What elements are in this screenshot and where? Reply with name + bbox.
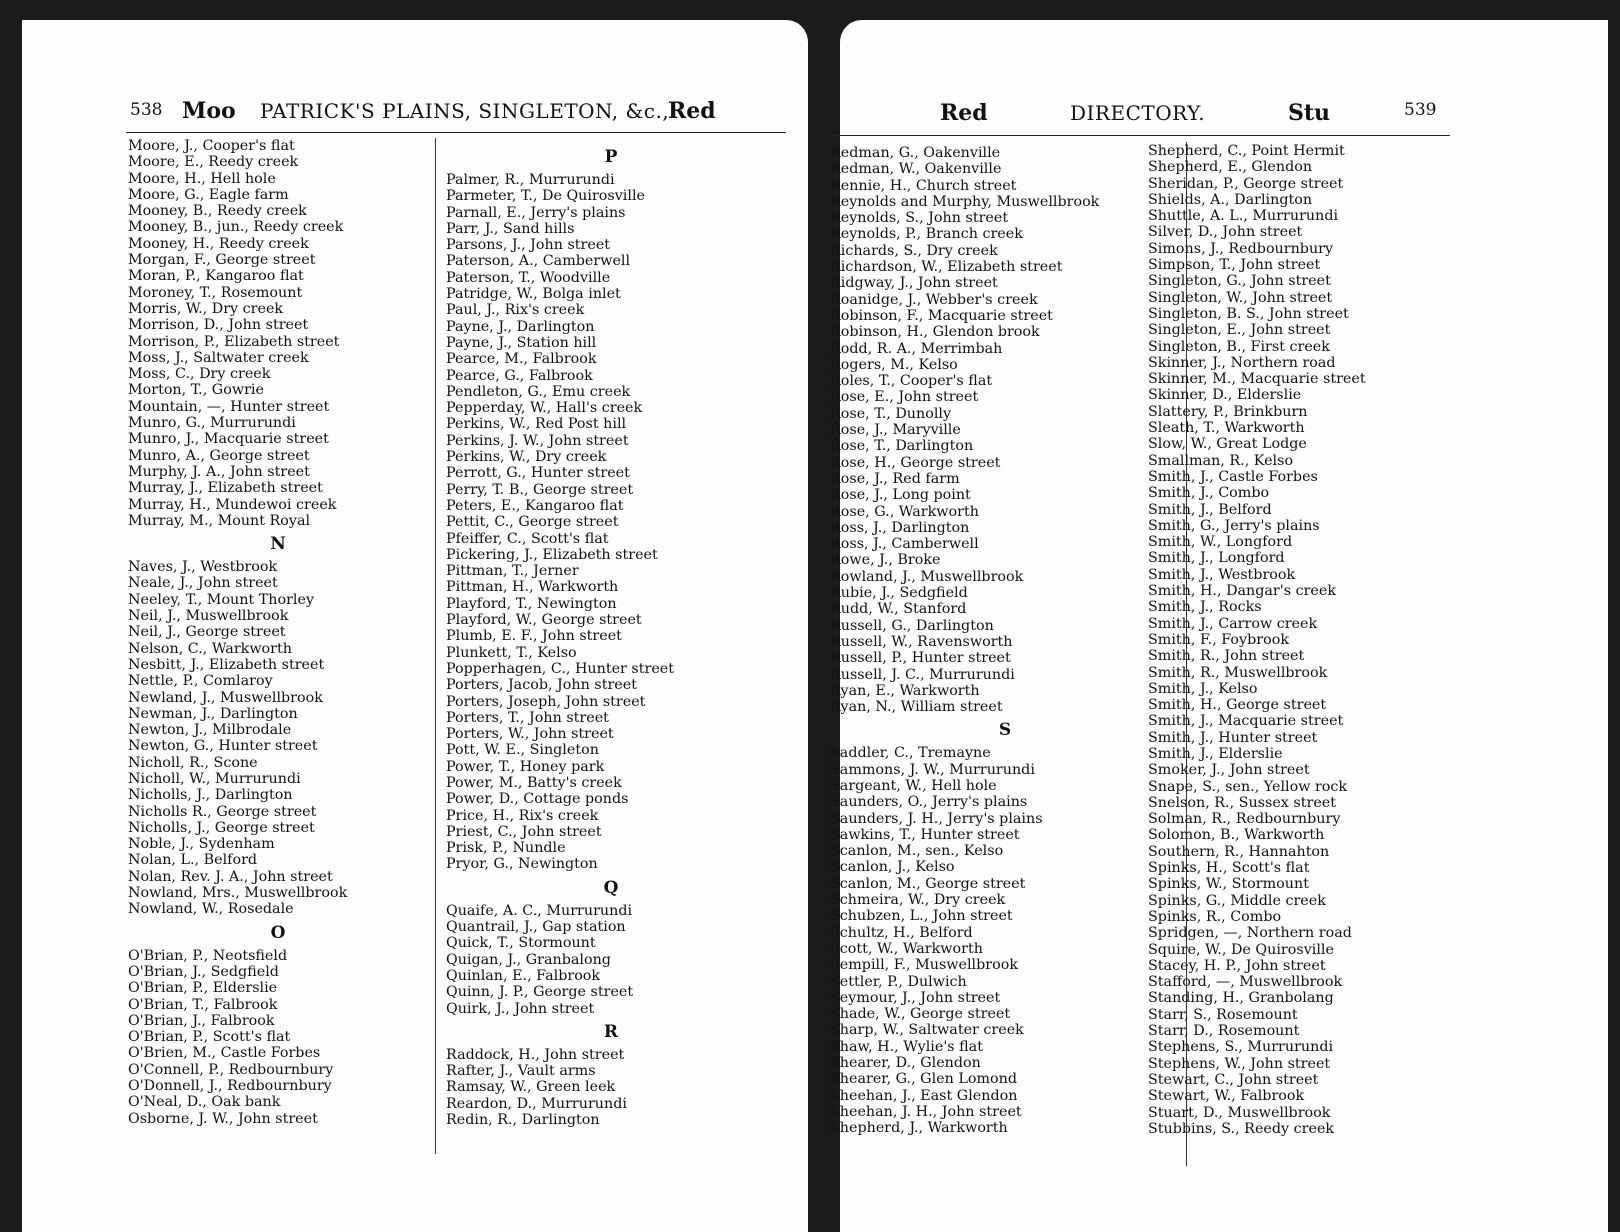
directory-entry: Munro, G., Murrurundi [128, 415, 296, 432]
directory-entry: Snape, S., sen., Yellow rock [1148, 778, 1348, 795]
directory-entry: Mooney, H., Reedy creek [128, 235, 309, 252]
directory-entry: Smith, R., Muswellbrook [1148, 664, 1328, 681]
header-rule [126, 132, 786, 133]
left-column-2 [446, 142, 776, 1128]
directory-entry: Rose, E., John street [830, 389, 979, 406]
directory-entry: Skinner, D., Elderslie [1148, 387, 1302, 404]
directory-entry: Pittman, T., Jerner [446, 563, 579, 580]
section-letter-s: S [998, 720, 1012, 741]
directory-entry: Smallman, R., Kelso [1148, 452, 1294, 469]
header-rule [828, 135, 1450, 136]
directory-entry: Robinson, H., Glendon brook [830, 324, 1040, 341]
directory-entry: Singleton, B. S., John street [1148, 305, 1349, 322]
directory-entry: Osborne, J. W., John street [128, 1110, 318, 1127]
directory-entry: Sammons, J. W., Murrurundi [830, 761, 1035, 778]
page-number: 538 [130, 100, 163, 120]
directory-entry: Redman, W., Oakenville [830, 161, 1002, 178]
directory-entry: Paul, J., Rix's creek [446, 302, 585, 319]
directory-entry: Newman, J., Darlington [128, 705, 298, 722]
directory-entry: Quick, T., Stormount [446, 935, 596, 952]
directory-entry: Pepperday, W., Hall's creek [446, 400, 643, 417]
directory-entry: Rafter, J., Vault arms [446, 1063, 596, 1080]
directory-entry: Smith, J., Castle Forbes [1148, 468, 1318, 485]
directory-entry: Robinson, F., Macquarie street [830, 307, 1053, 324]
directory-entry: Neil, J., George street [128, 624, 286, 641]
directory-entry: Singleton, B., First creek [1148, 338, 1330, 355]
directory-entry: Shearer, G., Glen Lomond [830, 1071, 1018, 1088]
directory-entry: Smith, J., Kelso [1148, 680, 1258, 697]
directory-entry: Smith, J., Elderslie [1148, 745, 1283, 762]
directory-entry: Scanlon, M., George street [830, 875, 1026, 892]
directory-entry: Smith, H., Dangar's creek [1148, 583, 1337, 600]
directory-entry: Smith, J., Longford [1148, 550, 1285, 567]
directory-entry: Pittman, H., Warkworth [446, 579, 619, 596]
directory-entry: Newton, J., Milbrodale [128, 722, 292, 739]
directory-entry: Rogers, M., Kelso [830, 356, 958, 373]
directory-entry: Power, T., Honey park [446, 758, 605, 775]
directory-entry: Shearer, D., Glendon [830, 1055, 981, 1072]
directory-entry: Parmeter, T., De Quirosville [446, 188, 645, 205]
directory-entry: Spinks, R., Combo [1148, 908, 1282, 925]
directory-entry: Moore, J., Cooper's flat [128, 138, 295, 154]
directory-entry: Ridgway, J., John street [830, 275, 998, 292]
directory-entry: Munro, A., George street [128, 447, 310, 464]
directory-entry: Rodd, R. A., Merrimbah [830, 340, 1003, 357]
section-letter-q: Q [603, 877, 619, 898]
guide-word-end: Red [668, 98, 716, 124]
directory-entry: Richardson, W., Elizabeth street [830, 259, 1063, 276]
directory-entry: Payne, J., Darlington [446, 318, 595, 335]
directory-entry: Spridgen, —, Northern road [1148, 925, 1352, 942]
directory-entry: Moore, E., Reedy creek [128, 154, 299, 171]
directory-entry: Nolan, L., Belford [128, 852, 258, 869]
directory-entry: Reynolds and Murphy, Muswellbrook [830, 193, 1100, 210]
directory-entry: Ross, J., Camberwell [830, 536, 979, 553]
guide-word-start: Red [940, 100, 988, 126]
directory-entry: Rudd, W., Stanford [830, 601, 967, 618]
directory-entry: Power, M., Batty's creek [446, 774, 622, 791]
guide-word-start: Moo [182, 98, 236, 124]
directory-entry: Russell, J. C., Murrurundi [830, 666, 1015, 683]
directory-entry: Ross, J., Darlington [830, 519, 970, 536]
directory-entry: Moss, J., Saltwater creek [128, 349, 309, 366]
directory-entry: Scott, W., Warkworth [830, 940, 983, 957]
directory-entry: Rose, H., George street [830, 454, 1001, 471]
guide-word-end: Stu [1288, 100, 1331, 126]
directory-entry: Smoker, J., John street [1148, 762, 1310, 779]
directory-entry: Stubbins, S., Reedy creek [1148, 1120, 1335, 1137]
directory-entry: Moroney, T., Rosemount [128, 284, 303, 301]
directory-entry: Spinks, H., Scott's flat [1148, 860, 1310, 877]
directory-entry: Perkins, W., Red Post hill [446, 416, 627, 433]
directory-entry: Perkins, J. W., John street [446, 432, 629, 449]
directory-entry: Pearce, G., Falbrook [446, 367, 593, 384]
directory-entry: Schubzen, L., John street [830, 908, 1013, 925]
directory-entry: Nicholls, J., Darlington [128, 787, 293, 804]
directory-entry: Schultz, H., Belford [830, 924, 973, 941]
directory-entry: Standing, H., Granbolang [1148, 990, 1334, 1007]
directory-entry: Paterson, T., Woodville [446, 269, 611, 286]
directory-entry: Moore, H., Hell hole [128, 170, 276, 187]
directory-entry: Southern, R., Hannahton [1148, 843, 1330, 860]
directory-entry: Rowe, J., Broke [830, 552, 941, 569]
directory-entry: Squire, W., De Quirosville [1148, 941, 1334, 958]
directory-entry: Parnall, E., Jerry's plains [446, 204, 626, 221]
directory-entry: Roles, T., Cooper's flat [830, 373, 993, 390]
directory-entry: Spinks, G., Middle creek [1148, 892, 1326, 909]
directory-entry: Sargeant, W., Hell hole [830, 777, 997, 794]
directory-entry: Stewart, W., Falbrook [1148, 1088, 1305, 1105]
directory-entry: Sheridan, P., George street [1148, 175, 1344, 192]
directory-entry: Sheehan, J. H., John street [830, 1103, 1022, 1120]
directory-entry: Moran, P., Kangaroo flat [128, 268, 304, 285]
directory-entry: Smith, J., Westbrook [1148, 566, 1296, 583]
directory-entry: Porters, T., John street [446, 709, 609, 726]
directory-entry: Scanlon, M., sen., Kelso [830, 843, 1004, 860]
directory-entry: Smith, J., Belford [1148, 501, 1272, 518]
directory-entry: Shepherd, E., Glendon [1148, 159, 1313, 176]
directory-entry: Parsons, J., John street [446, 237, 611, 254]
directory-entry: Slattery, P., Brinkburn [1148, 403, 1308, 420]
directory-entry: Reynolds, P., Branch creek [830, 226, 1023, 243]
directory-entry: Murphy, J. A., John street [128, 463, 310, 480]
directory-entry: Reardon, D., Murrurundi [446, 1095, 627, 1112]
section-letter-o: O [270, 922, 286, 943]
directory-entry: Parr, J., Sand hills [446, 220, 575, 237]
directory-entry: Pryor, G., Newington [446, 856, 598, 873]
directory-entry: Starr, S., Rosemount [1148, 1006, 1298, 1023]
directory-entry: Neil, J., Muswellbrook [128, 608, 289, 625]
directory-entry: Smith, J., Macquarie street [1148, 713, 1344, 730]
directory-entry: Quaife, A. C., Murrurundi [446, 902, 633, 919]
directory-entry: Rennie, H., Church street [830, 177, 1017, 194]
directory-entry: Moss, C., Dry creek [128, 366, 271, 383]
directory-entry: O'Connell, P., Redbournbury [128, 1061, 334, 1078]
directory-entry: Saunders, O., Jerry's plains [830, 794, 1028, 811]
directory-entry: Saunders, J. H., Jerry's plains [830, 810, 1043, 827]
left-page-header [130, 98, 810, 128]
directory-entry: Porters, Joseph, John street [446, 693, 646, 710]
directory-entry: Popperhagen, C., Hunter street [446, 660, 675, 677]
directory-entry: Russell, W., Ravensworth [830, 633, 1013, 650]
directory-entry: Singleton, E., John street [1148, 322, 1331, 339]
directory-entry: Shields, A., Darlington [1148, 191, 1313, 208]
directory-entry: Murray, H., Mundewoi creek [128, 496, 337, 513]
directory-entry: Prisk, P., Nundle [446, 840, 566, 857]
directory-entry: Nicholls R., George street [128, 803, 317, 820]
directory-entry: Naves, J., Westbrook [128, 559, 278, 576]
directory-entry: Shepherd, C., Point Hermit [1148, 143, 1345, 159]
directory-entry: Stephens, W., John street [1148, 1055, 1331, 1072]
directory-entry: Pettit, C., George street [446, 514, 619, 531]
directory-entry: O'Brian, P., Neotsfield [128, 947, 288, 964]
directory-entry: Simpson, T., John street [1148, 257, 1321, 274]
directory-entry: Starr, D., Rosemount [1148, 1023, 1300, 1040]
directory-entry: Peters, E., Kangaroo flat [446, 497, 624, 514]
directory-entry: Munro, J., Macquarie street [128, 431, 329, 448]
directory-entry: Shuttle, A. L., Murrurundi [1148, 208, 1339, 225]
directory-entry: Ryan, E., Warkworth [830, 682, 980, 699]
directory-entry: Perrott, G., Hunter street [446, 465, 630, 482]
directory-entry: Shade, W., George street [830, 1006, 1011, 1023]
directory-entry: Smith, R., John street [1148, 648, 1305, 665]
directory-entry: Stacey, H. P., John street [1148, 957, 1326, 974]
directory-entry: Porters, W., John street [446, 726, 614, 743]
directory-entry: Nicholls, J., George street [128, 819, 315, 836]
directory-entry: Stephens, S., Murrurundi [1148, 1039, 1334, 1056]
directory-entry: Nicholl, W., Murrurundi [128, 770, 301, 787]
directory-entry: Nettle, P., Comlaroy [128, 673, 273, 690]
directory-entry: Quigan, J., Granbalong [446, 951, 611, 968]
directory-entry: Priest, C., John street [446, 823, 602, 840]
directory-entry: Smith, H., George street [1148, 697, 1327, 714]
directory-entry: Nowland, W., Rosedale [128, 901, 294, 918]
directory-entry: Rose, T., Darlington [830, 438, 974, 455]
directory-entry: Solman, R., Redbournbury [1148, 811, 1341, 828]
directory-entry: Rose, J., Maryville [830, 422, 961, 439]
directory-entry: Newton, G., Hunter street [128, 738, 318, 755]
directory-entry: Nicholl, R., Scone [128, 754, 258, 771]
directory-entry: Quinn, J. P., George street [446, 984, 634, 1001]
directory-entry: Pearce, M., Falbrook [446, 351, 597, 368]
directory-entry: Porters, Jacob, John street [446, 677, 637, 694]
directory-entry: Sheehan, J., East Glendon [830, 1087, 1018, 1104]
directory-entry: Smith, J., Rocks [1148, 599, 1262, 616]
running-title: PATRICK'S PLAINS, SINGLETON, &c., [260, 99, 670, 123]
directory-entry: Power, D., Cottage ponds [446, 791, 629, 808]
left-page [22, 20, 808, 1232]
directory-entry: Ramsay, W., Green leek [446, 1079, 616, 1096]
right-page-header [940, 98, 1560, 128]
directory-entry: Morris, W., Dry creek [128, 300, 284, 317]
directory-entry: Rose, J., Red farm [830, 470, 960, 487]
directory-entry: Ryan, N., William street [830, 699, 1003, 716]
directory-entry: Shaw, H., Wylie's flat [830, 1038, 983, 1055]
directory-entry: Nowland, Mrs., Muswellbrook [128, 885, 348, 902]
directory-entry: Price, H., Rix's creek [446, 807, 599, 824]
directory-entry: Pickering, J., Elizabeth street [446, 546, 658, 563]
directory-entry: O'Neal, D., Oak bank [128, 1094, 281, 1111]
directory-entry: Morton, T., Gowrie [128, 382, 264, 399]
directory-entry: Smith, J., Carrow creek [1148, 615, 1318, 632]
directory-entry: Skinner, J., Northern road [1148, 354, 1336, 371]
directory-entry: Morrison, P., Elizabeth street [128, 333, 340, 350]
directory-entry: Raddock, H., John street [446, 1046, 625, 1063]
directory-entry: Shepherd, J., Warkworth [830, 1120, 1008, 1137]
directory-entry: O'Brian, J., Falbrook [128, 1012, 275, 1029]
directory-entry: Sharp, W., Saltwater creek [830, 1022, 1024, 1039]
directory-entry: Quinlan, E., Falbrook [446, 967, 601, 984]
section-letter-p: P [604, 147, 618, 167]
directory-entry: Slow, W., Great Lodge [1148, 436, 1307, 453]
directory-entry: Playford, T., Newington [446, 595, 617, 612]
directory-entry: Smith, J., Hunter street [1148, 729, 1318, 746]
directory-entry: O'Brien, M., Castle Forbes [128, 1045, 321, 1062]
directory-entry: Sawkins, T., Hunter street [830, 826, 1020, 843]
directory-entry: Reynolds, S., John street [830, 210, 1009, 227]
directory-entry: Rose, J., Long point [830, 487, 971, 504]
right-column-1 [830, 145, 1180, 1137]
directory-entry: Plumb, E. F., John street [446, 628, 622, 645]
directory-entry: Noble, J., Sydenham [128, 836, 275, 853]
directory-entry: Paterson, A., Camberwell [446, 253, 631, 270]
directory-entry: Murray, M., Mount Royal [128, 512, 311, 529]
directory-entry: Scanlon, J., Kelso [830, 859, 955, 876]
directory-entry: Murray, J., Elizabeth street [128, 480, 323, 497]
directory-entry: Quirk, J., John street [446, 1000, 595, 1017]
directory-entry: Snelson, R., Sussex street [1148, 794, 1337, 811]
right-column-2 [1148, 143, 1448, 1137]
directory-entry: Silver, D., John street [1148, 224, 1303, 241]
directory-entry: O'Brian, J., Sedgfield [128, 963, 279, 980]
directory-entry: O'Brian, T., Falbrook [128, 996, 278, 1013]
directory-entry: Russell, P., Hunter street [830, 650, 1011, 667]
directory-entry: Moore, G., Eagle farm [128, 186, 289, 203]
directory-entry: Rowland, J., Muswellbrook [830, 568, 1024, 585]
directory-entry: Nesbitt, J., Elizabeth street [128, 656, 325, 673]
directory-entry: Russell, G., Darlington [830, 617, 994, 634]
directory-entry: Redman, G., Oakenville [830, 145, 1001, 161]
directory-entry: Rose, T., Dunolly [830, 405, 952, 422]
directory-entry: Stafford, —, Muswellbrook [1148, 974, 1343, 991]
directory-entry: Smith, G., Jerry's plains [1148, 517, 1320, 534]
directory-entry: Smith, W., Longford [1148, 534, 1293, 551]
directory-entry: O'Donnell, J., Redbournbury [128, 1078, 332, 1095]
directory-entry: Smith, J., Combo [1148, 485, 1270, 502]
section-letter-n: N [270, 534, 286, 555]
left-column-1 [128, 138, 428, 1127]
directory-entry: Mooney, B., jun., Reedy creek [128, 219, 344, 236]
directory-entry: Quantrail, J., Gap station [446, 919, 626, 936]
directory-entry: Schmeira, W., Dry creek [830, 892, 1006, 909]
page-number: 539 [1404, 100, 1437, 120]
directory-entry: Spinks, W., Stormount [1148, 876, 1309, 893]
directory-entry: Richards, S., Dry creek [830, 242, 998, 259]
directory-entry: Solomon, B., Warkworth [1148, 827, 1325, 844]
directory-entry: Patridge, W., Bolga inlet [446, 286, 621, 303]
directory-entry: Settler, P., Dulwich [830, 973, 967, 990]
directory-entry: Sempill, F., Muswellbrook [830, 957, 1018, 974]
directory-entry: Rubie, J., Sedgfield [830, 585, 968, 602]
directory-entry: Payne, J., Station hill [446, 334, 597, 351]
directory-entry: Stuart, D., Muswellbrook [1148, 1104, 1331, 1121]
directory-entry: Neeley, T., Mount Thorley [128, 591, 315, 608]
directory-entry: Smith, F., Foybrook [1148, 631, 1289, 648]
directory-entry: Palmer, R., Murrurundi [446, 172, 615, 188]
section-letter-r: R [603, 1021, 619, 1042]
directory-entry: Plunkett, T., Kelso [446, 644, 577, 661]
directory-entry: Redin, R., Darlington [446, 1112, 600, 1129]
column-divider [435, 138, 436, 1154]
directory-entry: Pott, W. E., Singleton [446, 742, 599, 759]
directory-entry: Newland, J., Muswellbrook [128, 689, 323, 706]
directory-entry: Pendleton, G., Emu creek [446, 383, 631, 400]
directory-entry: Mountain, —, Hunter street [128, 398, 330, 415]
directory-entry: Nolan, Rev. J. A., John street [128, 868, 333, 885]
directory-entry: Stewart, C., John street [1148, 1071, 1319, 1088]
directory-entry: O'Brian, P., Scott's flat [128, 1029, 291, 1046]
directory-entry: Saddler, C., Tremayne [830, 745, 991, 762]
directory-entry: Neale, J., John street [128, 575, 278, 592]
directory-entry: Pfeiffer, C., Scott's flat [446, 530, 609, 547]
directory-entry: Singleton, W., John street [1148, 289, 1333, 306]
directory-entry: Sleath, T., Warkworth [1148, 420, 1305, 437]
directory-entry: Playford, W., George street [446, 612, 642, 629]
directory-entry: Mooney, B., Reedy creek [128, 203, 307, 220]
directory-entry: Singleton, G., John street [1148, 273, 1331, 290]
directory-entry: Perry, T. B., George street [446, 481, 634, 498]
directory-entry: Seymour, J., John street [830, 989, 1001, 1006]
directory-entry: Simons, J., Redbournbury [1148, 240, 1334, 257]
directory-entry: Skinner, M., Macquarie street [1148, 371, 1366, 388]
right-page [830, 20, 1608, 1232]
directory-entry: Nelson, C., Warkworth [128, 640, 292, 657]
directory-entry: Roanidge, J., Webber's creek [830, 291, 1038, 308]
directory-entry: O'Brian, P., Elderslie [128, 980, 278, 997]
directory-entry: Rose, G., Warkworth [830, 503, 979, 520]
running-title: DIRECTORY. [1070, 101, 1206, 125]
directory-entry: Perkins, W., Dry creek [446, 449, 607, 466]
directory-entry: Morrison, D., John street [128, 317, 309, 334]
directory-entry: Morgan, F., George street [128, 252, 316, 269]
